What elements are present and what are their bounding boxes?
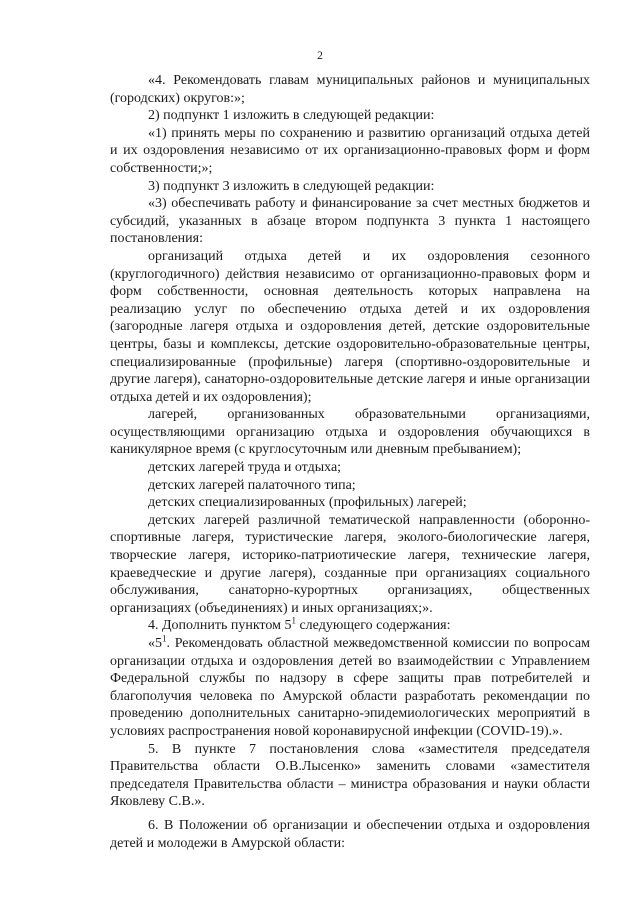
paragraph: «4. Рекомендовать главам муниципальных районов и муниципальных (городских) округов:»; xyxy=(110,73,590,106)
paragraph: «1) принять меры по сохранению и развитию организаций отдыха детей и их оздоровления независимо от их организационно-правовых форм и форм собственности;»; xyxy=(110,125,590,176)
paragraph: лагерей, организованных образовательными организациями, осуществляющими организацию отдыха и оздоровления обучающихся в каникулярное время (с круглосуточным или дневным пребыванием); xyxy=(110,407,590,458)
paragraph-quote-5-1 xyxy=(110,635,590,741)
paragraph-item-5: 5. В пункте 7 постановления слова «заместителя председателя Правительства области О.В.Лысенко» заменить словами «заместителя председателя Правительства области – министра образования и науки области Яковлеву С.В.». xyxy=(110,741,590,810)
paragraph: детских специализированных (профильных) лагерей; xyxy=(148,495,467,511)
paragraph: детских лагерей различной тематической направленности (оборонно-спортивные лагеря, туристические лагеря, эколого-биологические лагеря, творческие лагеря, историко-патриотические лагеря, технические лагеря, краеведческие и другие лагеря), созданные при организациях социального обслуживания, санаторно-курортных организациях, общественных организациях (объединениях) и иных организациях;». xyxy=(110,512,590,616)
paragraph: 3) подпункт 3 изложить в следующей редакции: xyxy=(148,178,435,194)
paragraph: организаций отдыха детей и их оздоровления сезонного (круглогодичного) действия независимо от организационно-правовых форм и форм собственности, основная деятельность которых направлена на реализацию услуг по обеспечению отдыха детей и их оздоровления (загородные лагеря отдыха и оздоровления детей, детские оздоровительные центры, базы и комплексы, детские оздоровительно-образовательные центры, специализированные (профильные) лагеря (спортивно-оздоровительные и другие лагеря), санаторно-оздоровительные детские лагеря и иные организации отдыха детей и их оздоровления); xyxy=(110,248,590,405)
document-body xyxy=(110,72,590,852)
page-number: 2 xyxy=(317,50,323,62)
paragraph-text: 4. Дополнить пунктом 5 xyxy=(148,618,292,634)
paragraph-item-4 xyxy=(110,617,590,635)
paragraph: 2) подпункт 1 изложить в следующей редакции: xyxy=(148,108,435,124)
paragraph: детских лагерей палаточного типа; xyxy=(148,477,356,493)
paragraph: детских лагерей труда и отдыха; xyxy=(148,460,342,476)
superscript: 1 xyxy=(162,633,167,644)
paragraph-text: . Рекомендовать областной межведомственной комиссии по вопросам организации отдыха и оздоровления детей во взаимодействии с Управлением Федеральной службы по надзору в сфере защиты прав потребителей и благополучия человека по Амурской области разработать рекомендации по проведению дополнительных санитарно-эпидемиологических мероприятий в условиях распространения новой коронавирусной инфекции (COVID-19).». xyxy=(110,636,590,739)
paragraph-item-6: 6. В Положении об организации и обеспечении отдыха и оздоровления детей и молодежи в Амурской области: xyxy=(110,817,590,851)
superscript: 1 xyxy=(291,615,296,626)
paragraph: «3) обеспечивать работу и финансирование за счет местных бюджетов и субсидий, указанных в абзаце втором подпункта 3 пункта 1 настоящего постановления: xyxy=(110,196,590,247)
paragraph-text: следующего содержания: xyxy=(295,618,451,634)
paragraph-text: «5 xyxy=(148,636,162,651)
